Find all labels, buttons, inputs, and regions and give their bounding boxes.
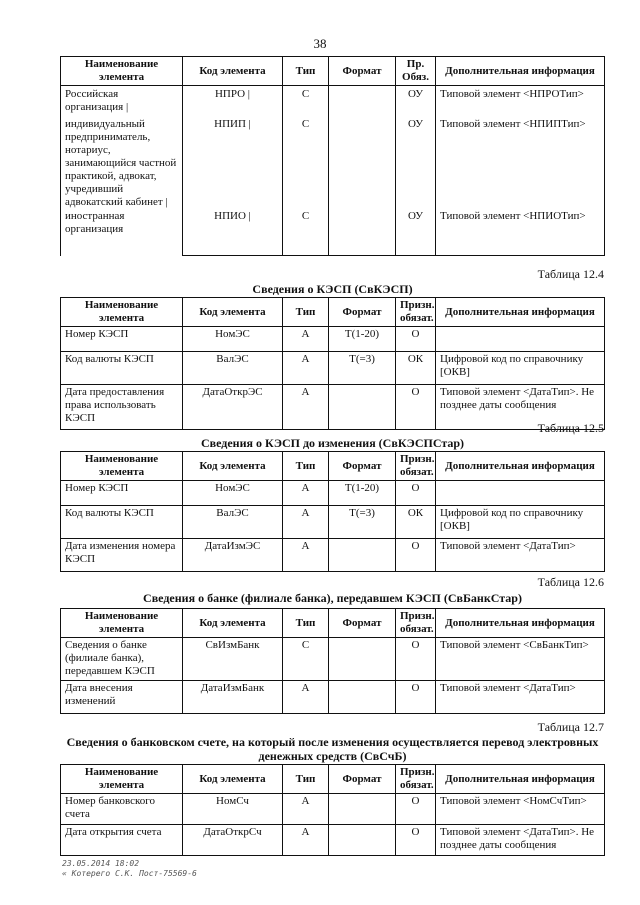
table-number-12-5: Таблица 12.5 — [537, 421, 604, 435]
col-info-header: Дополнительная информация — [436, 609, 605, 638]
table-row — [61, 327, 605, 352]
cell-info: Типовой элемент <ДатаТип> — [436, 681, 605, 714]
cell-format — [329, 385, 396, 430]
cell-required: О — [396, 539, 436, 572]
col-type-header: Тип — [283, 57, 329, 86]
col-required-header: Призн. обязат. — [396, 765, 436, 794]
table-row — [61, 385, 605, 430]
table-caption-12-7: Сведения о банковском счете, на который после изменения осуществляется перевод электровных денежных средств (СвСчБ) — [66, 735, 599, 763]
col-info-header: Дополнительная информация — [436, 452, 605, 481]
table-row — [61, 86, 605, 256]
col-name-header: Наименование элемента — [61, 609, 183, 638]
cell-type: А — [283, 539, 329, 572]
type-npio: С — [301, 210, 310, 222]
cell-required — [396, 86, 436, 256]
req-npip: ОУ — [407, 118, 424, 130]
cell-code: ДатаИзмБанк — [183, 681, 283, 714]
table-header-row — [61, 765, 605, 794]
cell-info: Типовой элемент <СвБанкТип> — [436, 638, 605, 681]
info-npio: Типовой элемент <НПИОТип> — [440, 210, 586, 222]
cell-format — [329, 825, 396, 856]
cell-info: Типовой элемент <ДатаТип> — [436, 539, 605, 572]
col-format-header: Формат — [329, 57, 396, 86]
req-npro: ОУ — [407, 88, 424, 100]
col-code-header: Код элемента — [183, 765, 283, 794]
col-format-header: Формат — [329, 609, 396, 638]
row-name-ip: индивидуальный предприниматель, нотариус, занимающийся частной практикой, адвокат, учредивший адвокатский кабинет | — [65, 118, 177, 208]
cell-info — [436, 327, 605, 352]
col-code-header: Код элемента — [183, 57, 283, 86]
cell-required: О — [396, 385, 436, 430]
cell-type — [283, 86, 329, 256]
code-npro: НПРО | — [214, 88, 251, 100]
table-row — [61, 539, 605, 572]
col-name-header: Наименование элемента — [61, 298, 183, 327]
table-number-12-7: Таблица 12.7 — [537, 720, 604, 734]
req-npio: ОУ — [407, 210, 424, 222]
cell-name: Сведения о банке (филиале банка), передавшем КЭСП — [61, 638, 183, 681]
table-header-row — [61, 57, 605, 86]
col-type-header: Тип — [283, 609, 329, 638]
cell-required: О — [396, 681, 436, 714]
cell-required: ОК — [396, 506, 436, 539]
cell-type: С — [283, 638, 329, 681]
cell-code: ВалЭС — [183, 352, 283, 385]
footer-stamp — [62, 859, 197, 879]
table-row — [61, 681, 605, 714]
cell-code: НомЭС — [183, 481, 283, 506]
table-header-row — [61, 298, 605, 327]
table-row — [61, 481, 605, 506]
cell-format: Т(1-20) — [329, 481, 396, 506]
col-required-header: Призн. обязат. — [396, 298, 436, 327]
table-caption-12-5: Сведения о КЭСП до изменения (СвКЭСПСтар) — [200, 436, 465, 450]
cell-required: О — [396, 327, 436, 352]
cell-format — [329, 794, 396, 825]
cell-name — [61, 86, 183, 256]
cell-format — [329, 638, 396, 681]
code-npio: НПИО | — [214, 210, 251, 222]
cell-name: Номер банковского счета — [61, 794, 183, 825]
cell-required: ОК — [396, 352, 436, 385]
cell-type: А — [283, 352, 329, 385]
cell-type: А — [283, 481, 329, 506]
cell-info: Цифровой код по справочнику [ОКВ] — [436, 506, 605, 539]
cell-code: НомСч — [183, 794, 283, 825]
cell-required: О — [396, 825, 436, 856]
cell-info: Типовой элемент <НомСчТип> — [436, 794, 605, 825]
cell-format — [329, 681, 396, 714]
col-info-header: Дополнительная информация — [436, 57, 605, 86]
table-header-row — [61, 609, 605, 638]
cell-name: Код валюты КЭСП — [61, 506, 183, 539]
cell-info — [436, 86, 605, 256]
cell-type: А — [283, 327, 329, 352]
type-npip: С — [301, 118, 310, 130]
col-info-header: Дополнительная информация — [436, 298, 605, 327]
col-format-header: Формат — [329, 298, 396, 327]
cell-code: ДатаИзмЭС — [183, 539, 283, 572]
footer-line-2: « Котерего С.К. Пост-75569-6 — [62, 869, 197, 878]
col-required-header: Пр. Обяз. — [396, 57, 436, 86]
col-name-header: Наименование элемента — [61, 57, 183, 86]
page-number: 38 — [313, 36, 327, 51]
cell-format: Т(=3) — [329, 506, 396, 539]
col-code-header: Код элемента — [183, 609, 283, 638]
table-12-4 — [60, 297, 605, 430]
table-row — [61, 638, 605, 681]
table-number-12-4: Таблица 12.4 — [537, 267, 604, 281]
cell-info — [436, 481, 605, 506]
cell-code: СвИзмБанк — [183, 638, 283, 681]
cell-name: Дата внесения изменений — [61, 681, 183, 714]
col-code-header: Код элемента — [183, 452, 283, 481]
table-caption-12-4: Сведения о КЭСП (СвКЭСП) — [252, 282, 413, 296]
cell-required: О — [396, 638, 436, 681]
cell-code: ВалЭС — [183, 506, 283, 539]
col-name-header: Наименование элемента — [61, 765, 183, 794]
cell-type: А — [283, 681, 329, 714]
cell-type: А — [283, 794, 329, 825]
table-12-5 — [60, 451, 605, 572]
cell-required: О — [396, 481, 436, 506]
cell-name: Дата открытия счета — [61, 825, 183, 856]
col-required-header: Призн. обязат. — [396, 609, 436, 638]
col-code-header: Код элемента — [183, 298, 283, 327]
cell-type: А — [283, 506, 329, 539]
table-row — [61, 506, 605, 539]
cell-format — [329, 539, 396, 572]
col-type-header: Тип — [283, 765, 329, 794]
cell-format: Т(1-20) — [329, 327, 396, 352]
table-12-7 — [60, 764, 605, 856]
col-type-header: Тип — [283, 298, 329, 327]
col-name-header: Наименование элемента — [61, 452, 183, 481]
row-name-foreign: иностранная организация — [65, 210, 125, 235]
cell-format — [329, 86, 396, 256]
cell-code: ДатаОткрСч — [183, 825, 283, 856]
cell-code: НомЭС — [183, 327, 283, 352]
cell-type: А — [283, 385, 329, 430]
col-format-header: Формат — [329, 452, 396, 481]
type-npro: С — [301, 88, 310, 100]
table-row — [61, 794, 605, 825]
table-12-6 — [60, 608, 605, 714]
cell-type: А — [283, 825, 329, 856]
col-format-header: Формат — [329, 765, 396, 794]
cell-format: Т(=3) — [329, 352, 396, 385]
cell-code: ДатаОткрЭС — [183, 385, 283, 430]
table-caption-12-6: Сведения о банке (филиале банка), передавшем КЭСП (СвБанкСтар) — [143, 591, 522, 605]
info-npip: Типовой элемент <НПИПТип> — [440, 118, 586, 130]
cell-name: Дата изменения номера КЭСП — [61, 539, 183, 572]
footer-line-1: 23.05.2014 18:02 — [62, 859, 140, 868]
cell-code — [183, 86, 283, 256]
table-row — [61, 825, 605, 856]
col-type-header: Тип — [283, 452, 329, 481]
cell-required: О — [396, 794, 436, 825]
table-header-row — [61, 452, 605, 481]
info-npro: Типовой элемент <НПРОТип> — [440, 88, 584, 100]
cell-name: Код валюты КЭСП — [61, 352, 183, 385]
cell-name: Номер КЭСП — [61, 481, 183, 506]
cell-info: Типовой элемент <ДатаТип>. Не позднее даты сообщения — [436, 385, 605, 430]
table-number-12-6: Таблица 12.6 — [537, 575, 604, 589]
cell-name: Дата предоставления права использовать КЭСП — [61, 385, 183, 430]
cell-name: Номер КЭСП — [61, 327, 183, 352]
table-continuation — [60, 56, 605, 256]
col-info-header: Дополнительная информация — [436, 765, 605, 794]
col-required-header: Призн. обязат. — [396, 452, 436, 481]
row-name-ru-org: Российская организация | — [65, 88, 129, 113]
cell-info: Типовой элемент <ДатаТип>. Не позднее даты сообщения — [436, 825, 605, 856]
table-row — [61, 352, 605, 385]
cell-info: Цифровой код по справочнику [ОКВ] — [436, 352, 605, 385]
code-npip: НПИП | — [214, 118, 251, 130]
